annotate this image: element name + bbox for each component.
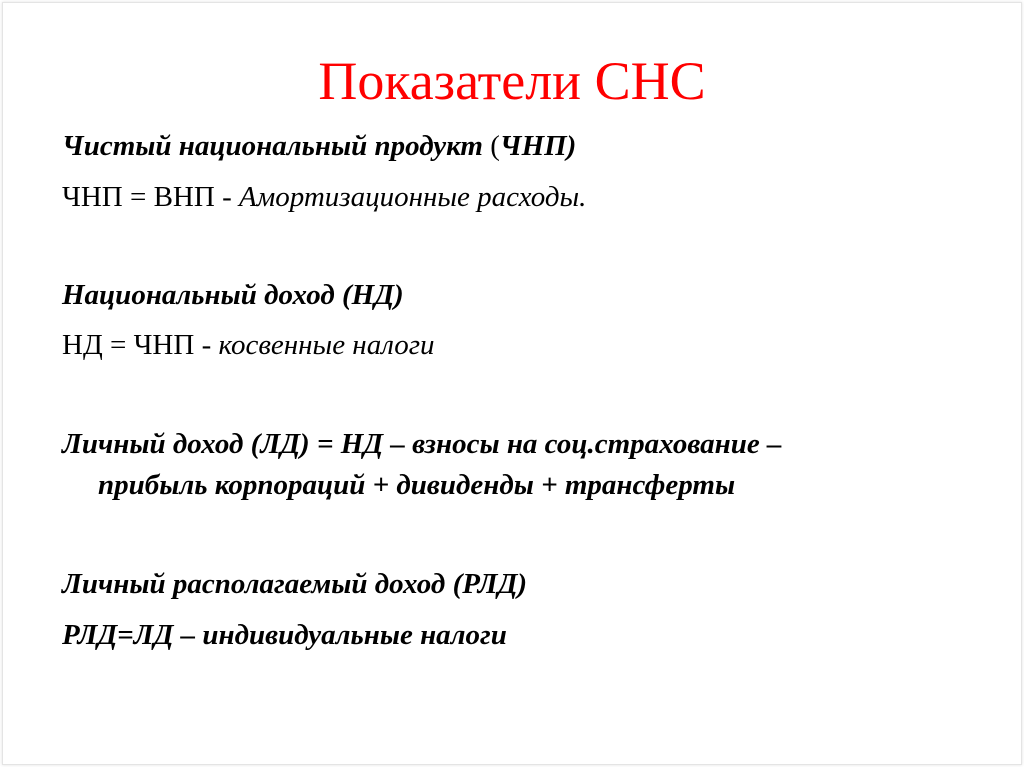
rld-formula: РЛД=ЛД – индивидуальные налоги: [62, 619, 507, 651]
nd-formula-italic: косвенные налоги: [218, 329, 435, 361]
rld-heading: Личный располагаемый доход (РЛД): [62, 568, 528, 600]
slide-title: Показатели СНС: [318, 51, 706, 111]
npp-heading-text: Чистый национальный продукт: [62, 130, 483, 162]
npp-heading-paren: (: [482, 130, 500, 162]
ld-formula-line1: Личный доход (ЛД) = НД – взносы на соц.страхование –: [62, 428, 782, 460]
nd-formula-plain: НД = ЧНП -: [62, 329, 219, 361]
npp-formula: [62, 179, 586, 215]
ld-formula-line2: прибыль корпораций + дивиденды + трансферты: [98, 469, 736, 501]
nd-heading: Национальный доход (НД): [62, 279, 404, 311]
npp-heading-abbr: ЧНП): [499, 130, 577, 162]
npp-formula-plain: ЧНП = ВНП -: [62, 181, 239, 213]
npp-heading: [62, 128, 576, 164]
npp-formula-italic: Амортизационные расходы.: [238, 181, 587, 213]
nd-formula: [62, 327, 435, 363]
